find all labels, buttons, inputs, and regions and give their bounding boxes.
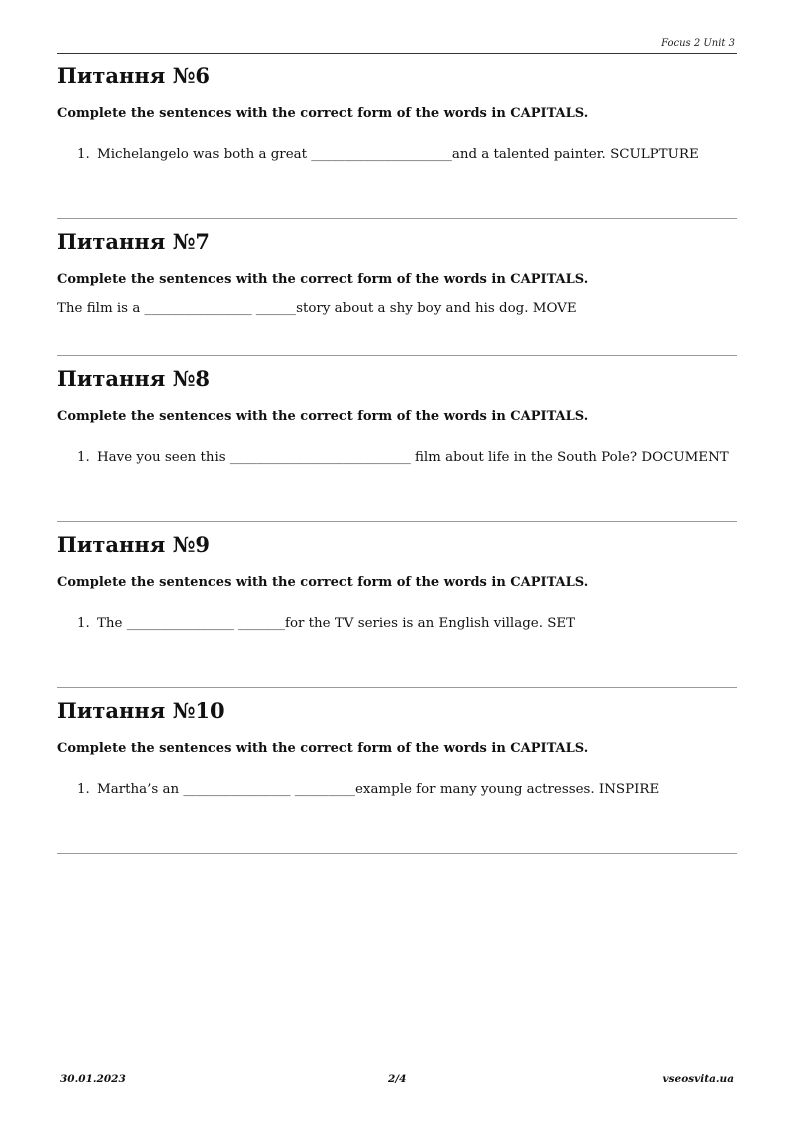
question-title: Питання №9 <box>57 532 211 557</box>
footer-site: vseosvita.ua <box>662 1073 734 1085</box>
question-divider <box>57 218 737 219</box>
item-text: The ________________ _______for the TV series is an English village. SET <box>97 616 576 631</box>
header-text: Focus 2 Unit 3 <box>661 38 735 49</box>
footer-date: 30.01.2023 <box>60 1073 126 1085</box>
question-item <box>77 615 575 632</box>
question-instruction: Complete the sentences with the correct form of the words in CAPITALS. <box>57 106 589 121</box>
item-number: 1. <box>77 147 90 162</box>
question-title: Питання №10 <box>57 698 225 723</box>
item-text: Michelangelo was both a great _____________________and a talented painter. SCULPTURE <box>97 147 699 162</box>
item-number: 1. <box>77 450 90 465</box>
footer-page-number: 2/4 <box>388 1073 407 1085</box>
question-divider <box>57 355 737 356</box>
question-divider <box>57 687 737 688</box>
item-number: 1. <box>77 782 90 797</box>
question-item <box>77 146 699 163</box>
question-divider <box>57 853 737 854</box>
question-item <box>57 300 577 317</box>
item-number: 1. <box>77 616 90 631</box>
question-instruction: Complete the sentences with the correct form of the words in CAPITALS. <box>57 409 589 424</box>
item-text: Have you seen this ___________________________ film about life in the South Pole? DOCUMENT <box>97 450 729 465</box>
item-text: Martha’s an ________________ _________example for many young actresses. INSPIRE <box>97 782 660 797</box>
question-divider <box>57 521 737 522</box>
question-instruction: Complete the sentences with the correct form of the words in CAPITALS. <box>57 741 589 756</box>
question-title: Питання №8 <box>57 366 211 391</box>
question-instruction: Complete the sentences with the correct form of the words in CAPITALS. <box>57 575 589 590</box>
header-divider <box>57 53 737 54</box>
question-item <box>77 781 659 798</box>
item-text: The film is a ________________ ______story about a shy boy and his dog. MOVE <box>57 301 577 316</box>
question-item <box>77 449 729 466</box>
question-instruction: Complete the sentences with the correct form of the words in CAPITALS. <box>57 272 589 287</box>
question-title: Питання №7 <box>57 229 211 254</box>
question-title: Питання №6 <box>57 63 211 88</box>
